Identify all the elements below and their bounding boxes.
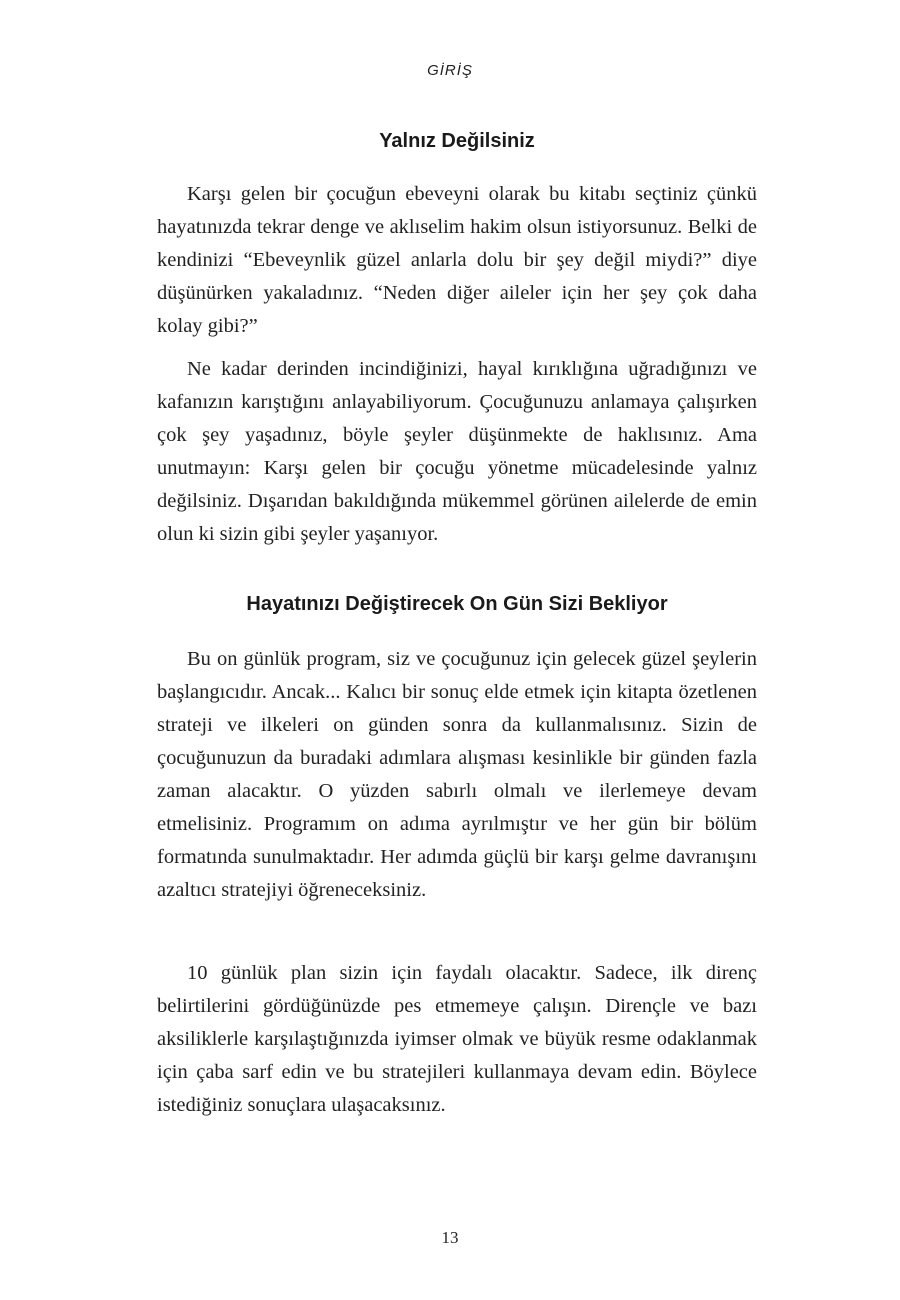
section-heading-hayatinizi-degistirecek: Hayatınızı Değiştirecek On Gün Sizi Bekliyor: [246, 593, 668, 615]
paragraph: Karşı gelen bir çocuğun ebeveyni olarak bu kitabı seçtiniz çünkü hayatınızda tekrar denge ve aklıselim hakim olsun istiyorsunuz. Belki de kendinizi “Ebeveynlik güzel anlarla dolu bir şey değil miydi?” diye düşünürken yakaladınız. “Neden diğer aileler için her şey çok daha kolay gibi?”: [157, 183, 757, 337]
page-number: 13: [441, 1228, 459, 1247]
running-header: GİRİŞ: [427, 62, 473, 79]
paragraph: 10 günlük plan sizin için faydalı olacaktır. Sadece, ilk direnç belirtilerini gördüğünüzde pes etmemeye çalışın. Dirençle ve bazı aksiliklerle karşılaştığınızda iyimser olmak ve büyük resme odaklanmak için çaba sarf edin ve bu stratejileri kullanmaya devam edin. Böylece istediğiniz sonuçlara ulaşacaksınız.: [157, 962, 757, 1116]
paragraph: Ne kadar derinden incindiğinizi, hayal kırıklığına uğradığınızı ve kafanızın karıştığını anlayabiliyorum. Çocuğunuzu anlamaya çalışırken çok şey yaşadınız, böyle şeyler düşünmekte de haklısınız. Ama unutmayın: Karşı gelen bir çocuğu yönetme mücadelesinde yalnız değilsiniz. Dışarıdan bakıldığında mükemmel görünen ailelerde de emin olun ki sizin gibi şeyler yaşanıyor.: [157, 358, 757, 545]
section-heading-yalniz-degilsiniz: Yalnız Değilsiniz: [379, 130, 535, 152]
paragraph: Bu on günlük program, siz ve çocuğunuz için gelecek güzel şeylerin başlangıcıdır. Ancak... Kalıcı bir sonuç elde etmek için kitapta özetlenen strateji ve ilkeleri on günden sonra da kullanmalısınız. Sizin de çocuğunuzun da buradaki adımlara alışması kesinlikle bir günden fazla zaman alacaktır. O yüzden sabırlı olmalı ve ilerlemeye devam etmelisiniz. Programım on adıma ayrılmıştır ve her gün bir bölüm formatında sunulmaktadır. Her adımda güçlü bir karşı gelme davranışını azaltıcı stratejiyi öğreneceksiniz.: [157, 648, 757, 901]
